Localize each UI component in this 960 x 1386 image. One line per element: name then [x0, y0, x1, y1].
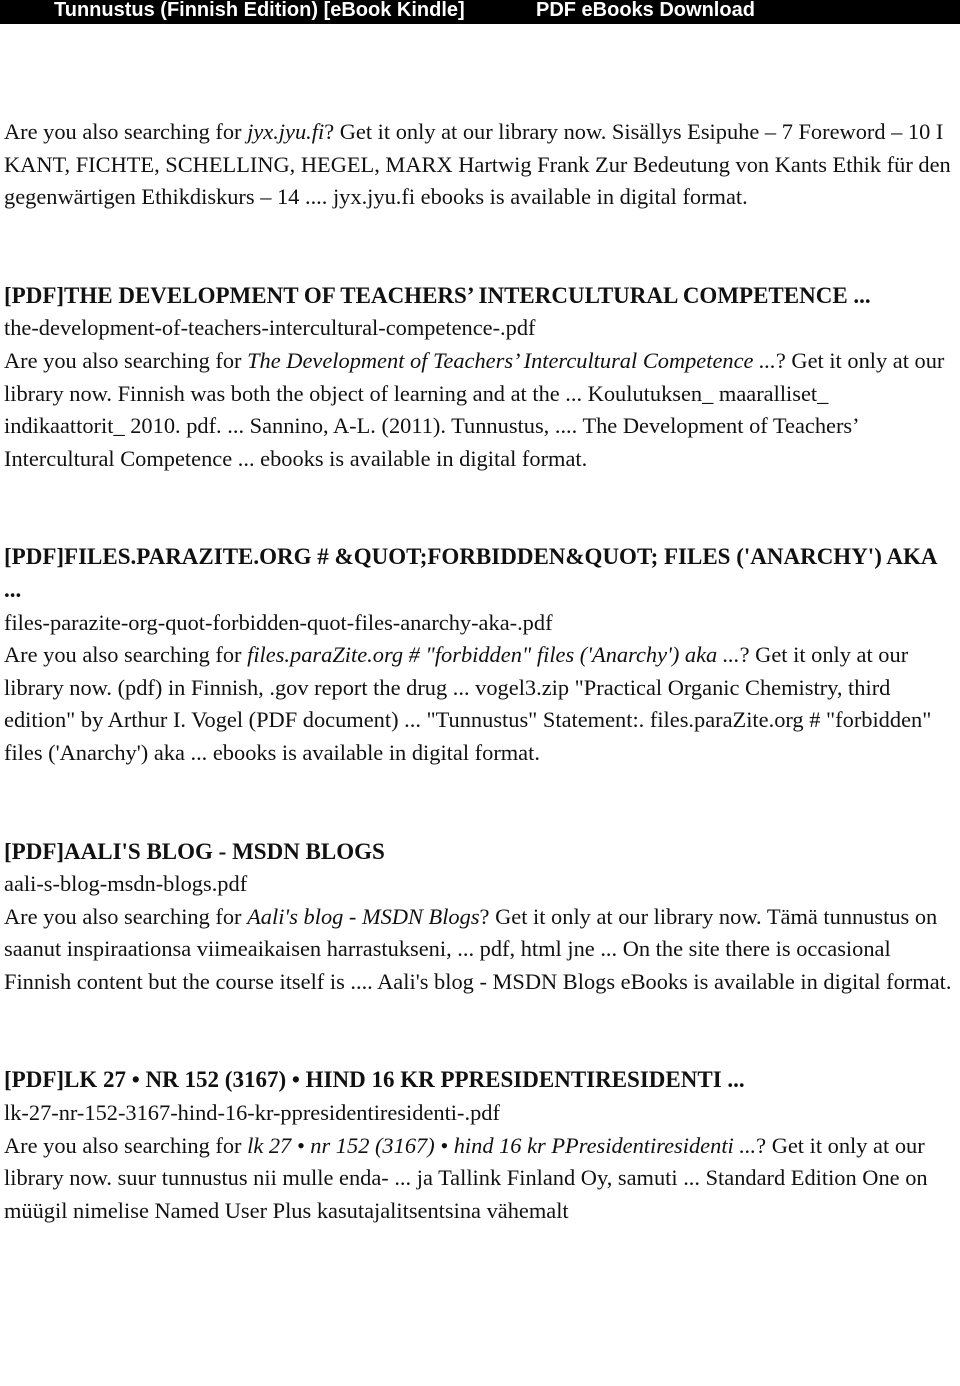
entry-slug[interactable]: files-parazite-org-quot-forbidden-quot-files-anarchy-aka-.pdf [4, 609, 553, 635]
header-title[interactable]: Tunnustus (Finnish Edition) [eBook Kindle] [54, 0, 465, 21]
entry-slug[interactable]: the-development-of-teachers-intercultural-competence-.pdf [4, 315, 536, 341]
entry-slug[interactable]: lk-27-nr-152-3167-hind-16-kr-ppresidentiresidenti-.pdf [4, 1100, 500, 1126]
intro-block [4, 116, 954, 214]
entry-body: ? Get it only at our library now. suur tunnustus nii mulle enda- ... ja Tallink Finland Oy, samuti ... Standard Edition One on müügil nimelise Named User Plus kasutajalitsentsina vähemalt [4, 1132, 928, 1223]
document-content [4, 116, 954, 1293]
entry-block [4, 541, 954, 769]
entry-description [4, 1130, 954, 1228]
entry-title[interactable]: [PDF]THE DEVELOPMENT OF TEACHERS’ INTERCULTURAL COMPETENCE ... [4, 282, 871, 308]
entry-block [4, 280, 954, 476]
entry-slug[interactable]: aali-s-blog-msdn-blogs.pdf [4, 871, 248, 897]
entry-title[interactable]: [PDF]LK 27 • NR 152 (3167) • HIND 16 KR PPRESIDENTIRESIDENTI ... [4, 1067, 745, 1093]
entry-description [4, 345, 954, 475]
header-download-link[interactable]: PDF eBooks Download [536, 0, 755, 21]
entry-description [4, 639, 954, 769]
intro-paragraph [4, 116, 954, 214]
entry-block [4, 836, 954, 999]
entry-search-prefix: Are you also searching for [4, 642, 248, 668]
entry-search-italic: The Development of Teachers’ Intercultural Competence ... [247, 347, 776, 373]
entry-description [4, 901, 954, 999]
header-bar [0, 0, 960, 24]
entry-title[interactable]: [PDF]AALI'S BLOG - MSDN BLOGS [4, 838, 385, 864]
entry-title[interactable]: [PDF]FILES.PARAZITE.ORG # &QUOT;FORBIDDEN&QUOT; FILES ('ANARCHY') AKA ... [4, 544, 937, 602]
intro-rest: ? Get it only at our library now. Sisällys Esipuhe – 7 Foreword – 10 I KANT, FICHTE, SCHELLING, HEGEL, MARX Hartwig Frank Zur Bedeutung von Kants Ethik für den gegenwärtigen Ethikdiskurs – 14 .... jyx.jyu.fi ebooks is available in digital format. [4, 119, 951, 210]
entry-block [4, 1064, 954, 1227]
entry-search-italic: lk 27 • nr 152 (3167) • hind 16 kr PPresidentiresidenti ... [247, 1132, 757, 1158]
intro-italic: jyx.jyu.fi [247, 119, 325, 144]
intro-prefix: Are you also searching for [4, 119, 248, 144]
entry-body: ? Get it only at our library now. Tämä tunnustus on saanut inspiraationsa viimeaikaisen harrastukseni, ... pdf, html jne ... On the site there is occasional Finnish content but the course itself is .... Aali's blog - MSDN Blogs eBooks is available in digital format. [4, 903, 952, 994]
entry-search-prefix: Are you also searching for [4, 1132, 248, 1158]
entry-body: ? Get it only at our library now. Finnish was both the object of learning and at the ... Koulutuksen_ maaralliset_ indikaattorit_ 2010. pdf. ... Sannino, A-L. (2011). Tunnustus, .... The Development of Teachers’ Intercultural Competence ... ebooks is available in digital format. [4, 347, 945, 471]
entry-search-italic: Aali's blog - MSDN Blogs [247, 903, 480, 929]
entry-search-prefix: Are you also searching for [4, 347, 248, 373]
entry-search-italic: files.paraZite.org # "forbidden" files ('Anarchy') aka ... [247, 642, 740, 668]
entry-search-prefix: Are you also searching for [4, 903, 248, 929]
entry-body: ? Get it only at our library now. (pdf) in Finnish, .gov report the drug ... vogel3.zip "Practical Organic Chemistry, third edition" by Arthur I. Vogel (PDF document) ... "Tunnustus" Statement:. files.paraZite.org # "forbidden" files ('Anarchy') aka ... ebooks is available in digital format. [4, 642, 932, 765]
